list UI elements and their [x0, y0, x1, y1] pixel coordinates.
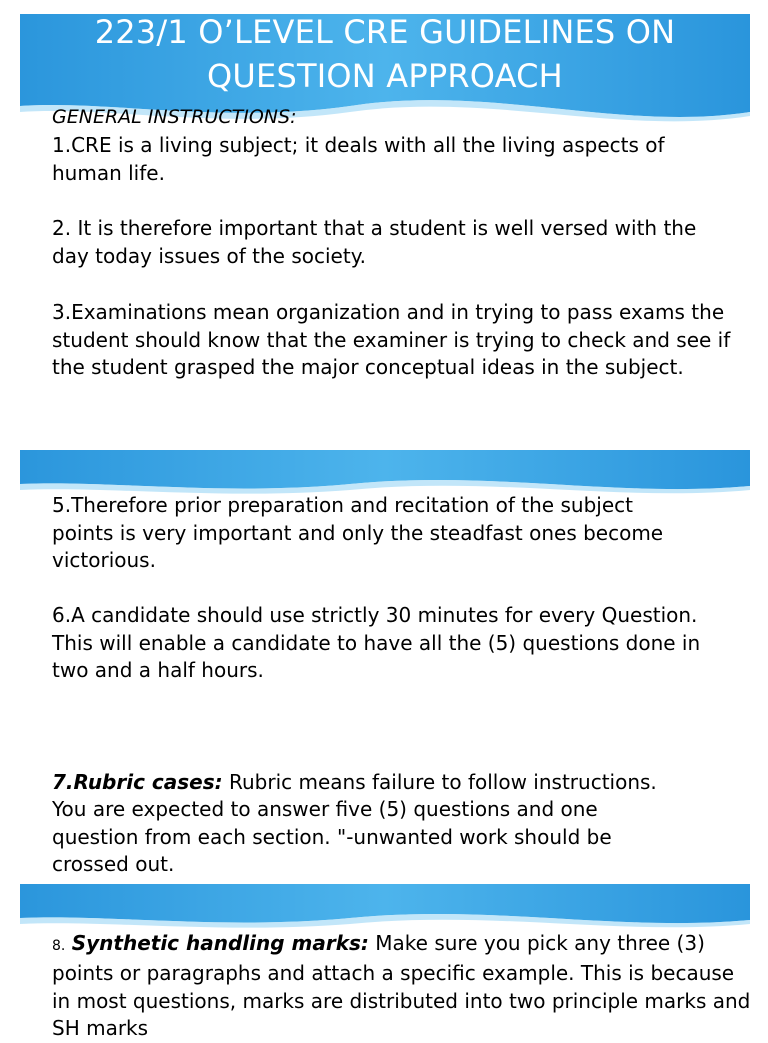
- paragraph-5: 5.Therefore prior preparation and recitation of the subject points is very important and only the steadfast ones become victorious.: [52, 493, 664, 572]
- paragraph-3: 3.Examinations mean organization and in trying to pass exams the student should know that the examiner is trying to check and see if the student grasped the major conceptual ideas in the subject.: [52, 300, 731, 379]
- paragraph-1: 1.CRE is a living subject; it deals with all the living aspects of human life.: [52, 133, 665, 185]
- slide-1: [0, 0, 768, 440]
- page-title: [20, 10, 750, 98]
- paragraph-6: 6.A candidate should use strictly 30 minutes for every Question. This will enable a candidate to have all the (5) questions done in two and a half hours.: [52, 603, 701, 682]
- paragraph-7-text: Rubric means failure to follow instructions. You are expected to answer five (5) questions and one question from each section. "-unwanted work should be crossed out.: [52, 769, 657, 876]
- paragraph-8: [52, 902, 757, 1043]
- paragraph-8-number: 8.: [52, 937, 66, 954]
- general-instructions-heading: GENERAL INSTRUCTIONS:: [52, 106, 297, 128]
- title-line-2: QUESTION APPROACH: [207, 57, 563, 95]
- paragraph-8-text: Make sure you pick any three (3) points or paragraphs and attach a specific example. This is because in most questions, marks are distributed into two principle marks and SH marks: [52, 930, 751, 1040]
- paragraph-7-label: 7.Rubric cases:: [52, 769, 223, 794]
- slide-2: [0, 440, 768, 876]
- slide-3: [0, 870, 768, 1040]
- paragraph-7: [52, 741, 672, 879]
- paragraph-2: 2. It is therefore important that a student is well versed with the day today issues of the society.: [52, 216, 697, 268]
- paragraph-8-label: Synthetic handling marks:: [71, 930, 369, 955]
- title-line-1: 223/1 O’LEVEL CRE GUIDELINES ON: [94, 13, 676, 51]
